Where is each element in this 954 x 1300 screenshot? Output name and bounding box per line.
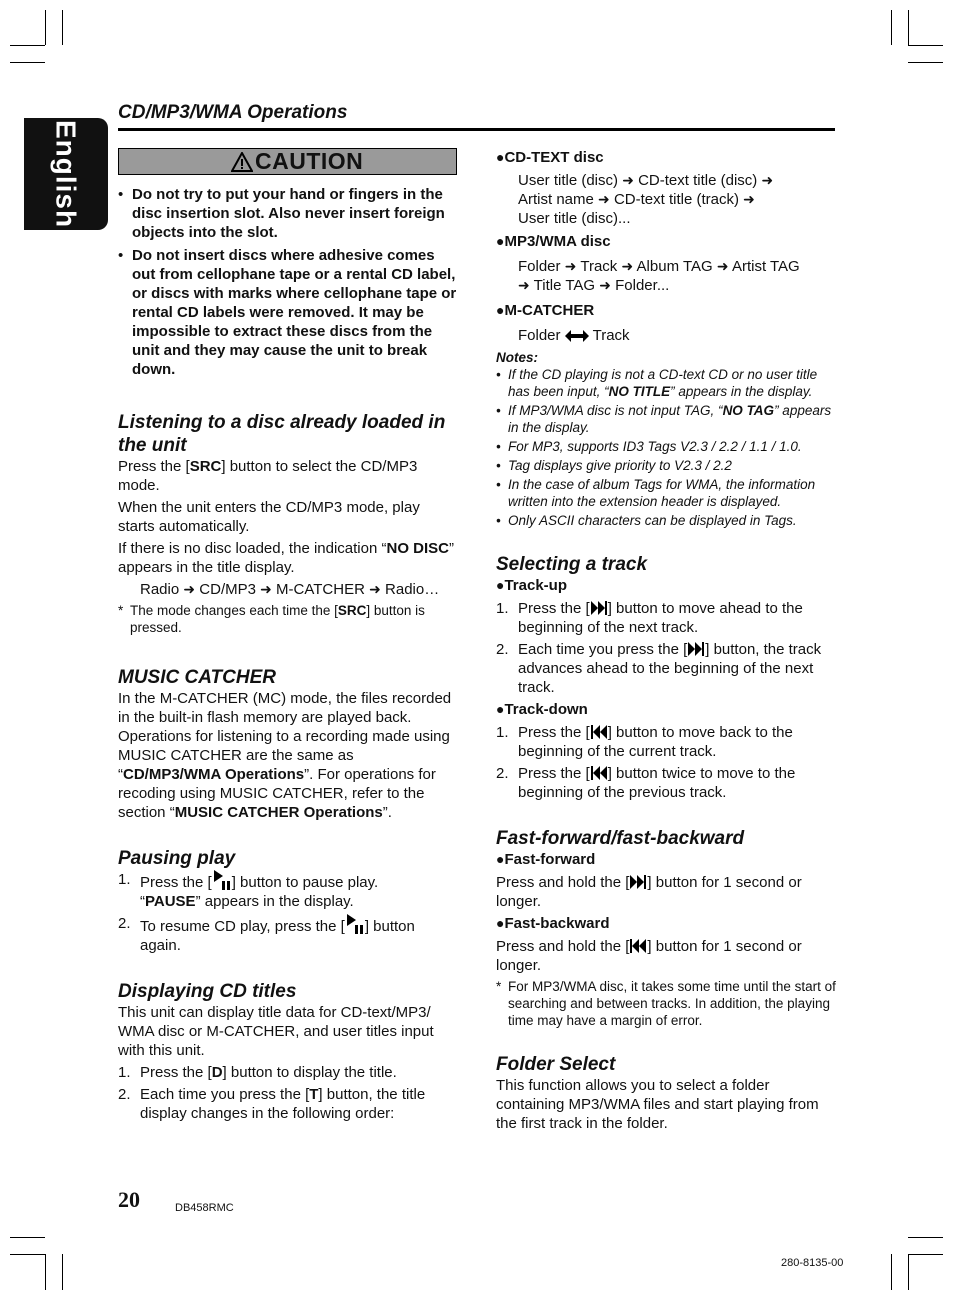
listening-footnote: * The mode changes each time the [SRC] button is pressed. xyxy=(118,603,425,635)
crop-mark xyxy=(908,1237,943,1238)
track-up-step-1: 1. Press the [ ] button to move ahead to the beginning of the next track. xyxy=(496,600,803,636)
caution-banner xyxy=(118,148,457,175)
track-up-label: ●Track-up xyxy=(496,577,567,594)
right-column xyxy=(496,148,836,1136)
pausing-step-2: 2. To resume CD play, press the [ ] button again. xyxy=(118,915,415,954)
mp3wma-sequence: Folder ➜ Track ➜ Album TAG ➜ Artist TAG ➜ Title TAG ➜ Folder... xyxy=(518,258,800,294)
skip-forward-icon xyxy=(629,874,647,890)
selecting-title: Selecting a track xyxy=(496,554,648,575)
section-header: CD/MP3/WMA Operations xyxy=(118,102,348,123)
caution-title: CAUTION xyxy=(255,148,364,174)
listening-p1: Press the [SRC] button to select the CD/MP3 mode. xyxy=(118,458,418,494)
header-rule xyxy=(118,128,835,131)
note-item: • If the CD playing is not a CD-text CD or no user title has been input, “NO TITLE” appears in the display. xyxy=(496,367,818,399)
crop-mark xyxy=(908,1254,909,1290)
model-code: DB458RMC xyxy=(175,1202,234,1214)
fast-backward-text: Press and hold the [ ] button for 1 second or longer. xyxy=(496,938,802,974)
crop-mark xyxy=(62,1254,63,1290)
fast-forward-text: Press and hold the [ ] button for 1 second or longer. xyxy=(496,874,802,910)
folder-text: This function allows you to select a folder containing MP3/WMA files and start playing from the first track in the folder. xyxy=(496,1077,819,1132)
displaying-step-2: 2. Each time you press the [T] button, the title display changes in the following order: xyxy=(118,1086,426,1122)
music-catcher-title: MUSIC CATCHER xyxy=(118,667,276,688)
play-pause-icon xyxy=(345,914,365,934)
pausing-step-1: 1. Press the [ ] button to pause play. “PAUSE” appears in the display. xyxy=(118,871,379,910)
skip-back-icon xyxy=(590,724,608,740)
fast-title: Fast-forward/fast-backward xyxy=(496,828,745,849)
caution-bullet: • Do not insert discs where adhesive comes out from cellophane tape or a rental CD label, or discs with marks where cellophane tape or rental CD labels were removed. It may be impossible to extract these discs from the unit and they may cause the unit to break down. xyxy=(118,246,458,379)
skip-forward-icon xyxy=(590,600,608,616)
music-catcher-text: In the M-CATCHER (MC) mode, the files recorded in the built-in flash memory are played back. Operations for listening to a recording made using MUSIC CATCHER are the same as “CD/MP3/WMA Operations”. For operations for recoding using MUSIC CATCHER, refer to the section “MUSIC CATCHER Operations”. xyxy=(118,690,452,821)
mcatcher-label: ●M-CATCHER xyxy=(496,302,595,319)
displaying-title: Displaying CD titles xyxy=(118,981,297,1002)
displaying-step-1: 1. Press the [D] button to display the title. xyxy=(118,1064,397,1081)
crop-mark xyxy=(908,45,943,46)
cdtext-sequence: User title (disc) ➜ CD-text title (disc) ➜ Artist name ➜ CD-text title (track) ➜ User title (disc)... xyxy=(518,172,774,227)
note-item: • For MP3, supports ID3 Tags V2.3 / 2.2 / 1.1 / 1.0. xyxy=(496,439,802,454)
note-item: • In the case of album Tags for WMA, the information written into the extension header is displayed. xyxy=(496,477,816,509)
skip-back-icon xyxy=(590,765,608,781)
track-down-label: ●Track-down xyxy=(496,701,588,718)
note-item: • If MP3/WMA disc is not input TAG, “NO TAG” appears in the display. xyxy=(496,403,832,435)
note-item: • Tag displays give priority to V2.3 / 2.2 xyxy=(496,458,732,473)
listening-p2: When the unit enters the CD/MP3 mode, play starts automatically. xyxy=(118,499,420,535)
fast-backward-label: ●Fast-backward xyxy=(496,915,610,932)
crop-mark xyxy=(62,10,63,45)
play-pause-icon xyxy=(212,870,232,890)
skip-back-icon xyxy=(629,938,647,954)
listening-p3: If there is no disc loaded, the indication “NO DISC” appears in the title display. xyxy=(118,540,455,576)
pausing-title: Pausing play xyxy=(118,848,236,869)
track-down-step-1: 1. Press the [ ] button to move back to the beginning of the current track. xyxy=(496,724,793,760)
left-column xyxy=(118,148,458,1126)
track-down-step-2: 2. Press the [ ] button twice to move to the beginning of the previous track. xyxy=(496,765,796,801)
crop-mark xyxy=(891,1254,892,1290)
mcatcher-sequence: Folder Track xyxy=(518,327,630,344)
skip-forward-icon xyxy=(687,641,705,657)
crop-mark xyxy=(891,10,892,45)
crop-mark xyxy=(45,1254,46,1290)
language-tab-label: English xyxy=(50,119,82,229)
crop-mark xyxy=(908,10,909,45)
crop-mark xyxy=(10,45,45,46)
listening-title: Listening to a disc already loaded in the unit xyxy=(118,412,446,456)
double-arrow-icon xyxy=(565,329,589,343)
warning-icon xyxy=(231,152,253,172)
mode-sequence: Radio ➜ CD/MP3 ➜ M-CATCHER ➜ Radio… xyxy=(140,581,440,598)
crop-mark xyxy=(908,1254,943,1255)
mp3wma-label: ●MP3/WMA disc xyxy=(496,233,611,250)
note-item: • Only ASCII characters can be displayed in Tags. xyxy=(496,513,797,528)
cdtext-label: ●CD-TEXT disc xyxy=(496,149,604,166)
displaying-intro: This unit can display title data for CD-text/MP3/ WMA disc or M-CATCHER, and user titles input with this unit. xyxy=(118,1004,434,1059)
caution-bullet: • Do not try to put your hand or fingers in the disc insertion slot. Also never insert foreign objects into the slot. xyxy=(118,185,458,242)
crop-mark xyxy=(45,10,46,45)
folder-title: Folder Select xyxy=(496,1054,616,1075)
track-up-step-2: 2. Each time you press the [ ] button, the track advances ahead to the beginning of the next track. xyxy=(496,641,822,696)
crop-mark xyxy=(10,62,45,63)
crop-mark xyxy=(10,1237,45,1238)
notes-title: Notes: xyxy=(496,350,539,365)
crop-mark xyxy=(10,1254,45,1255)
crop-mark xyxy=(908,62,943,63)
part-number: 280-8135-00 xyxy=(781,1257,844,1269)
fast-forward-label: ●Fast-forward xyxy=(496,851,596,868)
page-number: 20 xyxy=(118,1187,140,1212)
fast-footnote: * For MP3/WMA disc, it takes some time until the start of searching and between tracks. In addition, the playing time may have a margin of error. xyxy=(496,979,836,1028)
